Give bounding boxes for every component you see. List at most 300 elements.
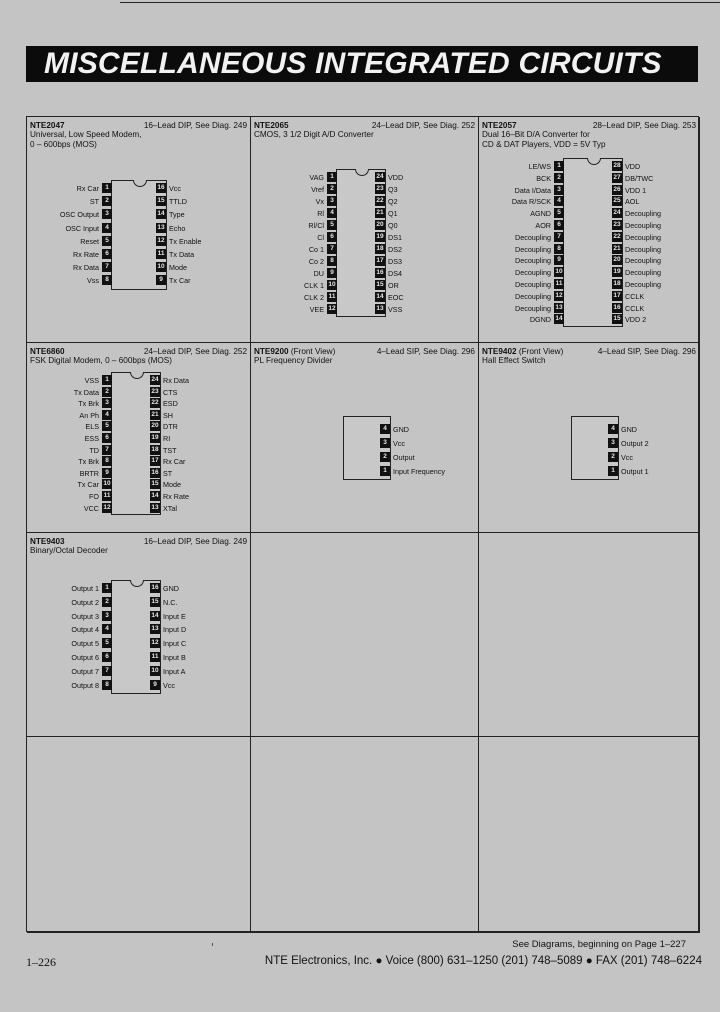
pin-label: Tx Brk (78, 457, 99, 467)
pin-number: 1 (554, 161, 564, 171)
diagram-cell (251, 737, 479, 933)
pin-label: Echo (169, 223, 186, 233)
ic-notch (130, 372, 144, 379)
pin-label: LE/WS (528, 162, 551, 171)
pin-number: 13 (151, 503, 159, 511)
pin-left (27, 624, 112, 635)
pin-left (251, 256, 337, 267)
pin-left (251, 268, 337, 279)
pin-left (27, 183, 112, 194)
pin-label: CLK 2 (304, 293, 324, 302)
pin-number: 6 (102, 249, 112, 259)
pin-left (251, 304, 337, 315)
pin-right (150, 410, 250, 421)
pin-left (27, 209, 112, 220)
pin-label: DS2 (388, 245, 402, 254)
pin-number: 18 (613, 280, 621, 287)
pin-label: AOL (625, 197, 640, 207)
cell-header (30, 537, 247, 556)
pin-number: 10 (328, 281, 336, 288)
pin-right (380, 452, 479, 463)
pin-right (150, 479, 250, 490)
pin-number: 2 (102, 597, 112, 607)
pin-number: 9 (554, 255, 564, 265)
pin-left (479, 232, 564, 243)
pin-number: 10 (555, 268, 563, 276)
pin-label: Rl (317, 209, 324, 218)
pin-right (612, 220, 700, 231)
pin-left (479, 279, 564, 290)
pin-number: 14 (151, 492, 159, 499)
pin-right (150, 468, 250, 479)
pin-number: 1 (102, 183, 112, 193)
pin-left (251, 172, 337, 183)
pin-left (27, 223, 112, 234)
pin-left (251, 196, 337, 207)
pin-right (612, 279, 700, 290)
pin-number: 21 (613, 244, 621, 252)
pin-left (27, 680, 112, 691)
pin-number: 3 (554, 185, 564, 195)
pin-label: OSC Output (59, 210, 99, 220)
pin-number: 8 (327, 256, 337, 266)
pin-number: 23 (613, 221, 621, 228)
pin-left (251, 184, 337, 195)
cell-header (254, 121, 475, 140)
pin-label: Reset (80, 236, 99, 246)
pin-right (612, 196, 700, 207)
pin-number: 10 (103, 480, 111, 488)
pin-label: Tx Car (77, 480, 99, 490)
pin-right (380, 424, 479, 435)
pin-number: 4 (102, 624, 112, 634)
pin-label: DU (313, 269, 324, 278)
pin-label: Decoupling (515, 303, 551, 313)
pin-number: 13 (555, 303, 563, 311)
pin-label: Input B (163, 653, 186, 662)
pin-label: Vref (311, 185, 324, 194)
pin-number: 11 (157, 250, 165, 257)
pin-right (150, 680, 250, 691)
pin-left (479, 314, 564, 325)
pin-number: 4 (327, 208, 337, 218)
diagram-cell (251, 117, 479, 343)
pin-label: Tx Car (169, 276, 191, 286)
pin-label: Vcc (621, 453, 633, 462)
pin-number: 13 (151, 625, 159, 633)
pin-label: VAG (309, 173, 324, 182)
pin-label: Co 2 (308, 257, 324, 266)
pin-label: Output 7 (71, 666, 99, 676)
package-info: 16–Lead DIP, See Diag. 249 (143, 537, 247, 546)
pin-number: 19 (376, 233, 384, 240)
pin-left (27, 491, 112, 502)
pin-number: 2 (380, 452, 390, 462)
pin-left (27, 468, 112, 479)
pin-left (27, 262, 112, 273)
pin-left (27, 456, 112, 467)
pin-number: 13 (157, 223, 165, 231)
pin-right (150, 666, 250, 677)
pin-number: 15 (151, 480, 159, 488)
pin-label: Q2 (388, 197, 398, 206)
part-description: CMOS, 3 1/2 Digit A/D Converter (254, 130, 374, 140)
pin-right (612, 303, 700, 314)
page-number: 1–226 (26, 955, 56, 969)
pin-number: 12 (103, 503, 111, 511)
pin-label: Vss (87, 276, 99, 286)
pin-right (612, 291, 700, 302)
pin-number: 8 (554, 244, 564, 254)
pin-number: 12 (151, 639, 159, 647)
pin-label: Output 1 (71, 584, 99, 593)
diagram-cell (27, 737, 251, 933)
pin-label: DS1 (388, 233, 402, 242)
pin-label: Decoupling (515, 291, 551, 301)
pin-label: ESD (163, 399, 178, 409)
pin-number: 24 (151, 376, 159, 383)
pin-right (375, 256, 475, 267)
pin-label: CTS (163, 387, 178, 397)
pin-right (375, 232, 475, 243)
diagram-cell (27, 533, 251, 737)
pin-right (150, 398, 250, 409)
ic-grid (26, 116, 699, 932)
pin-left (251, 232, 337, 243)
pin-number: 26 (613, 185, 621, 193)
part-number: NTE2057 (482, 121, 517, 130)
pin-right (612, 208, 700, 219)
pin-number: 16 (376, 269, 384, 276)
pin-label: Rx Rate (73, 250, 99, 259)
pin-left (27, 421, 112, 432)
pin-left (27, 275, 112, 286)
pin-number: 23 (376, 185, 384, 192)
pin-number: 6 (102, 652, 112, 662)
diagram-cell (251, 533, 479, 737)
pin-number: 7 (554, 232, 564, 242)
pin-label: Output 1 (621, 467, 649, 476)
pin-number: 7 (102, 445, 112, 455)
pin-left (27, 410, 112, 421)
package-info: 24–Lead DIP, See Diag. 252 (143, 347, 247, 356)
pin-left (27, 597, 112, 608)
pin-label: Decoupling (625, 209, 661, 219)
pin-label: TTLD (169, 197, 187, 207)
pin-right (612, 267, 700, 278)
pin-left (27, 638, 112, 649)
pin-label: Cl (317, 233, 324, 242)
pin-label: Decoupling (625, 256, 661, 266)
pin-label: Output 5 (71, 639, 99, 649)
diagram-cell (27, 343, 251, 533)
pin-label: OSC Input (65, 223, 99, 233)
pin-number: 22 (376, 197, 384, 204)
pin-number: 5 (554, 208, 564, 218)
pin-label: Output 2 (621, 439, 649, 448)
page-banner: MISCELLANEOUS INTEGRATED CIRCUITS (26, 46, 698, 82)
pin-number: 9 (150, 680, 160, 690)
pin-right (375, 220, 475, 231)
pin-label: Vcc (169, 184, 181, 193)
part-description: PL Frequency Divider (254, 356, 333, 366)
pin-number: 3 (102, 611, 112, 621)
pin-label: Decoupling (625, 221, 661, 230)
pin-label: DB/TWC (625, 173, 654, 183)
pin-number: 20 (376, 221, 384, 228)
pin-right (608, 438, 700, 449)
pin-left (27, 583, 112, 594)
pin-label: SH (163, 410, 173, 420)
package-info: 4–Lead SIP, See Diag. 296 (597, 347, 696, 356)
pin-right (150, 583, 250, 594)
pin-number: 2 (554, 173, 564, 183)
part-number: NTE9403 (30, 537, 65, 546)
pin-right (375, 196, 475, 207)
pin-number: 5 (102, 236, 112, 246)
pin-number: 3 (327, 196, 337, 206)
pin-label: ELS (85, 422, 99, 432)
pin-right (156, 223, 251, 234)
diagram-cell (479, 737, 700, 933)
pin-left (479, 173, 564, 184)
package-info: 4–Lead SIP, See Diag. 296 (376, 347, 475, 356)
pin-label: Decoupling (625, 268, 661, 278)
pin-number: 11 (328, 293, 336, 300)
pin-left (27, 652, 112, 663)
pin-left (27, 666, 112, 677)
pin-number: 18 (151, 445, 159, 453)
pin-number: 21 (376, 209, 384, 216)
pin-number: 15 (376, 281, 384, 288)
pin-number: 7 (102, 666, 112, 676)
ic-notch (355, 169, 369, 176)
pin-label: Q0 (388, 221, 398, 230)
package-info: 24–Lead DIP, See Diag. 252 (371, 121, 475, 130)
pin-right (150, 652, 250, 663)
pin-right (375, 172, 475, 183)
pin-right (150, 456, 250, 467)
pin-number: 13 (376, 305, 384, 312)
pin-label: Input C (163, 639, 187, 649)
part-number: NTE2047 (30, 121, 65, 130)
pin-label: Decoupling (625, 244, 661, 254)
pin-number: 4 (608, 424, 618, 434)
pin-label: TD (89, 445, 99, 455)
pin-label: Output 8 (71, 680, 99, 690)
pin-number: 4 (102, 223, 112, 233)
pin-label: VCC (83, 503, 99, 513)
pin-right (375, 268, 475, 279)
pin-number: 15 (151, 597, 159, 605)
pin-right (612, 185, 700, 196)
part-description: Binary/Octal Decoder (30, 546, 108, 556)
pin-label: Input A (163, 666, 186, 676)
pin-left (479, 220, 564, 231)
ic-notch (133, 180, 147, 187)
pin-label: GND (621, 425, 637, 434)
pin-label: VSS (388, 305, 403, 314)
pin-label: Decoupling (515, 256, 551, 266)
pin-number: 12 (157, 236, 165, 244)
pin-label: VDD 1 (625, 185, 647, 195)
pin-label: BCK (536, 173, 551, 183)
pin-right (375, 244, 475, 255)
pin-right (612, 255, 700, 266)
part-description: Universal, Low Speed Modem, 0 – 600bps (MOS) (30, 130, 142, 149)
pin-left (479, 208, 564, 219)
pin-right (380, 438, 479, 449)
pin-label: Data I/Data (514, 185, 551, 195)
pin-label: TST (163, 445, 177, 455)
pin-number: 12 (328, 305, 336, 312)
pin-number: 11 (151, 653, 159, 660)
part-number: NTE9402 (482, 347, 517, 356)
pin-number: 25 (613, 197, 621, 205)
pin-left (479, 303, 564, 314)
pin-number: 1 (327, 172, 337, 182)
pin-right (150, 387, 250, 398)
pin-number: 5 (327, 220, 337, 230)
pin-left (479, 291, 564, 302)
pin-label: Decoupling (625, 280, 661, 289)
pin-label: DS4 (388, 269, 402, 278)
pin-label: Vcc (393, 439, 405, 448)
pin-number: 14 (376, 293, 384, 300)
pin-label: Vcc (163, 680, 175, 690)
pin-right (608, 452, 700, 463)
pin-right (608, 424, 700, 435)
pin-label: Decoupling (515, 232, 551, 242)
pin-number: 10 (157, 263, 165, 271)
pin-label: VDD (388, 173, 404, 182)
pin-label: ESS (84, 434, 99, 443)
pin-left (479, 255, 564, 266)
cell-header (30, 347, 247, 366)
pin-number: 19 (151, 434, 159, 441)
diagram-cell (27, 117, 251, 343)
pin-right (156, 183, 251, 194)
pin-number: 27 (613, 173, 621, 181)
pin-label: Tx Data (169, 250, 195, 259)
diagram-cell (479, 533, 700, 737)
pin-label: VSS (84, 376, 99, 385)
pin-right (156, 236, 251, 247)
pin-label: Input E (163, 611, 186, 621)
part-description: Hall Effect Switch (482, 356, 546, 366)
view-note: (Front View) (288, 347, 336, 356)
pin-label: Rx Car (163, 457, 186, 467)
pin-number: 5 (102, 638, 112, 648)
pin-number: 16 (151, 468, 159, 476)
pin-label: RI (163, 434, 171, 443)
pin-right (150, 503, 250, 514)
pin-label: Co 1 (308, 245, 324, 254)
pin-label: DTR (163, 422, 178, 432)
pin-label: Input D (163, 625, 187, 635)
company-contact: NTE Electronics, Inc. ● Voice (800) 631–1250 (201) 748–5089 ● FAX (201) 748–6224 (264, 955, 702, 967)
pin-label: AGND (530, 209, 551, 219)
pin-number: 7 (327, 244, 337, 254)
pin-right (150, 375, 250, 386)
pin-left (251, 244, 337, 255)
pin-label: Rx Car (76, 184, 99, 193)
pin-left (27, 503, 112, 514)
pin-number: 15 (157, 197, 165, 205)
part-number: NTE6860 (30, 347, 65, 356)
pin-left (27, 196, 112, 207)
pin-right (150, 597, 250, 608)
pin-number: 2 (102, 196, 112, 206)
pin-number: 1 (608, 466, 618, 476)
pin-number: 28 (613, 162, 621, 169)
pin-label: CCLK (625, 303, 645, 313)
pin-right (375, 280, 475, 291)
pin-right (612, 244, 700, 255)
pin-right (150, 638, 250, 649)
pin-right (156, 196, 251, 207)
pin-number: 21 (151, 410, 159, 418)
pin-left (251, 220, 337, 231)
pin-right (608, 466, 700, 477)
pin-right (612, 173, 700, 184)
pin-label: Data R/SCK (511, 197, 551, 207)
pin-number: 17 (151, 457, 159, 465)
pin-left (27, 479, 112, 490)
pin-left (27, 398, 112, 409)
pin-label: Output 2 (71, 597, 99, 607)
pin-right (375, 208, 475, 219)
see-diagrams-note: See Diagrams, beginning on Page 1–227 (512, 939, 686, 950)
pin-right (150, 421, 250, 432)
pin-right (150, 624, 250, 635)
pin-label: EOC (388, 293, 404, 302)
pin-number: 14 (555, 315, 563, 323)
package-info: 28–Lead DIP, See Diag. 253 (592, 121, 696, 130)
pin-number: 14 (157, 210, 165, 218)
pin-number: 4 (554, 196, 564, 206)
pin-number: 5 (102, 421, 112, 431)
pin-number: 12 (555, 291, 563, 299)
pin-right (150, 611, 250, 622)
pin-right (612, 161, 700, 172)
diagram-cell (251, 343, 479, 533)
pin-number: 2 (608, 452, 618, 462)
pin-right (156, 249, 251, 260)
pin-number: 9 (327, 268, 337, 278)
pin-number: 24 (376, 173, 384, 180)
pin-left (251, 292, 337, 303)
pin-number: 22 (151, 399, 159, 407)
pin-left (479, 161, 564, 172)
pin-left (251, 208, 337, 219)
pin-number: 3 (102, 209, 112, 219)
package-info: 16–Lead DIP, See Diag. 249 (143, 121, 247, 130)
pin-left (479, 185, 564, 196)
part-description: FSK Digital Modem, 0 – 600bps (MOS) (30, 356, 172, 366)
pin-label: Q1 (388, 209, 398, 218)
pin-label: Output 3 (71, 611, 99, 621)
pin-left (479, 196, 564, 207)
pin-right (612, 314, 700, 325)
pin-number: 15 (613, 315, 621, 323)
pin-label: Output (393, 453, 415, 462)
pin-label: FO (89, 492, 99, 501)
pin-number: 8 (102, 275, 112, 285)
pin-label: CCLK (625, 291, 645, 301)
pin-number: 14 (151, 611, 159, 619)
pin-left (27, 387, 112, 398)
